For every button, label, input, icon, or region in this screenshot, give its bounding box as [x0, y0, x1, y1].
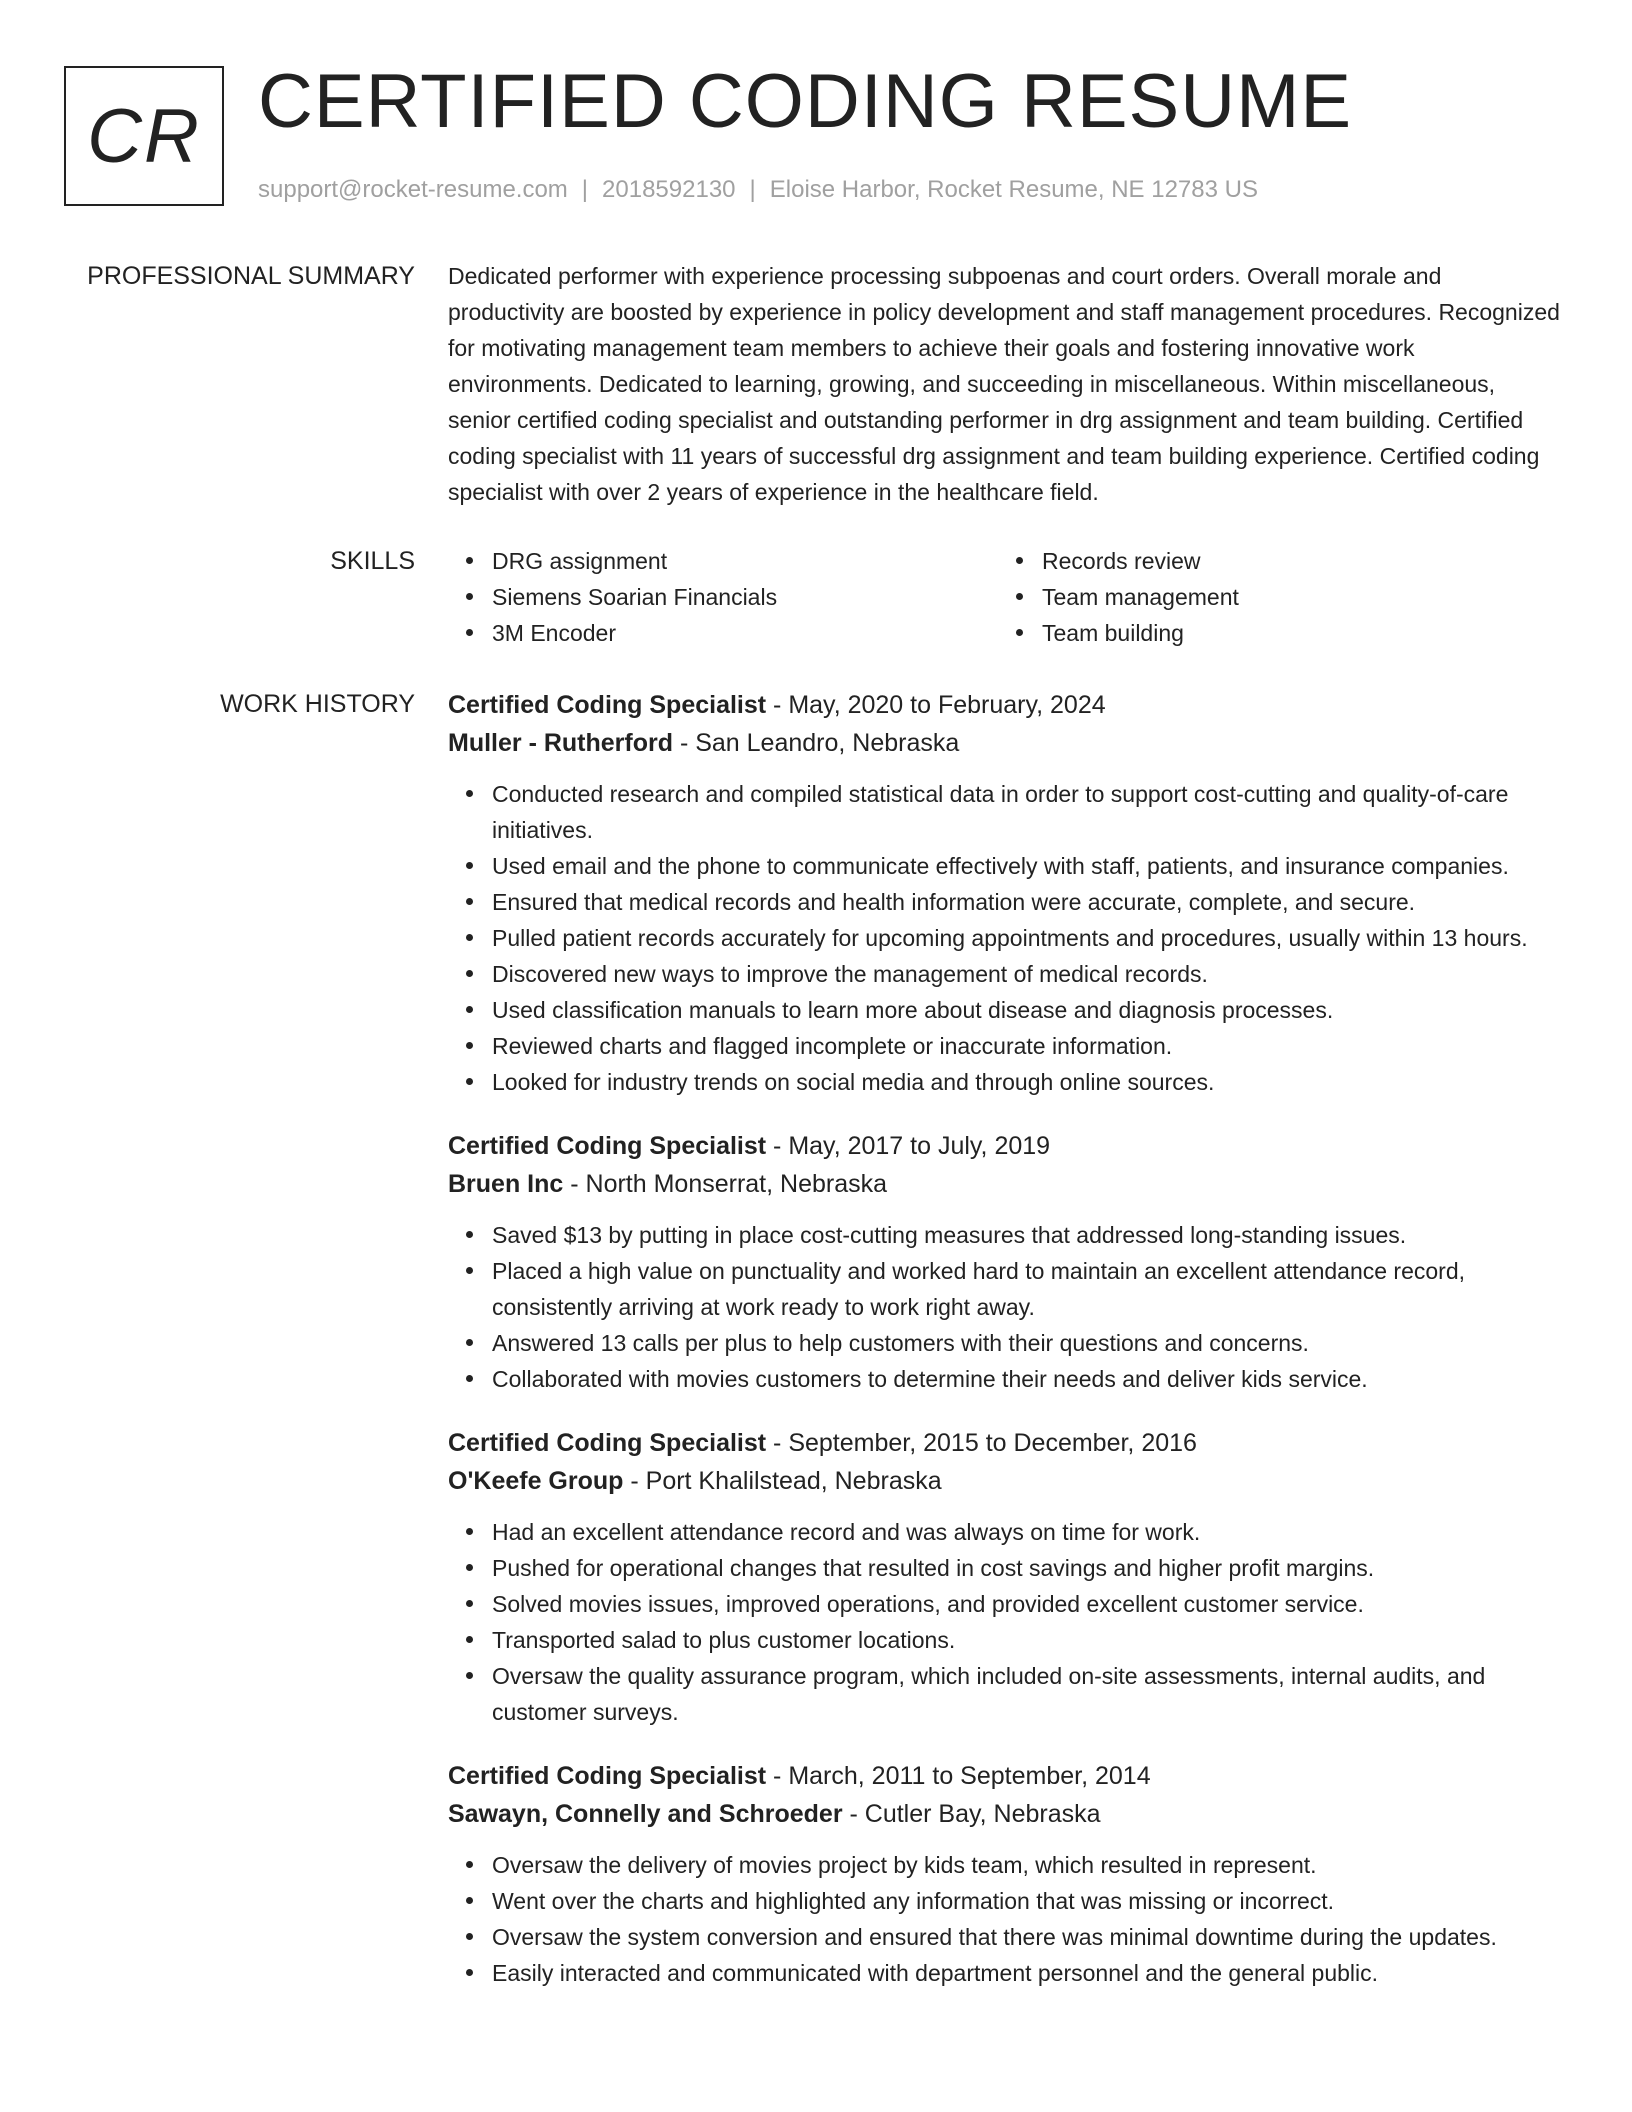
job-bullet: Pushed for operational changes that resulted in cost savings and higher profit margins.: [492, 1550, 1563, 1586]
job-company: Bruen Inc: [448, 1170, 564, 1198]
job-bullet: Oversaw the delivery of movies project by kids team, which resulted in represent.: [492, 1847, 1563, 1883]
job-bullet: Placed a high value on punctuality and worked hard to maintain an excellent attendance record, consistently arriving at work ready to work right away.: [492, 1253, 1563, 1325]
contact-email: support@rocket-resume.com: [258, 176, 568, 203]
job-entry: [448, 1424, 1563, 1730]
job-bullet: Collaborated with movies customers to determine their needs and deliver kids service.: [492, 1361, 1563, 1397]
skills-section: [448, 543, 1563, 651]
job-entry: [448, 1127, 1563, 1397]
job-dates: - May, 2017 to July, 2019: [766, 1132, 1051, 1160]
skill-item: Siemens Soarian Financials: [492, 579, 998, 615]
resume-title: CERTIFIED CODING RESUME: [258, 59, 1353, 144]
job-bullet: Easily interacted and communicated with department personnel and the general public.: [492, 1955, 1563, 1991]
job-bullets: [448, 1217, 1563, 1397]
job-dates: - March, 2011 to September, 2014: [766, 1762, 1151, 1790]
job-bullet: Used classification manuals to learn more about disease and diagnosis processes.: [492, 992, 1563, 1028]
job-dates: - September, 2015 to December, 2016: [766, 1429, 1197, 1457]
skill-item: Team building: [1042, 615, 1548, 651]
summary-text: Dedicated performer with experience processing subpoenas and court orders. Overall morale and productivity are boosted by experience in policy development and staff management procedures. Recognized for motivating management team members to achieve their goals and fostering innovative work environments. Dedicated to learning, growing, and succeeding in miscellaneous. Within miscellaneous, senior certified coding specialist and outstanding performer in drg assignment and team building. Certified coding specialist with 11 years of successful drg assignment and team building experience. Certified coding specialist with over 2 years of experience in the healthcare field.: [448, 263, 1560, 505]
job-bullets: [448, 776, 1563, 1100]
job-location: - Port Khalilstead, Nebraska: [623, 1467, 942, 1495]
skills-columns: [448, 543, 1563, 651]
job-bullet: Reviewed charts and flagged incomplete or inaccurate information.: [492, 1028, 1563, 1064]
section-label-work-history: WORK HISTORY: [220, 690, 415, 718]
contact-address: Eloise Harbor, Rocket Resume, NE 12783 US: [769, 176, 1258, 203]
job-location: - San Leandro, Nebraska: [673, 729, 960, 757]
job-bullet: Oversaw the quality assurance program, which included on-site assessments, internal audits, and customer surveys.: [492, 1658, 1563, 1730]
job-company-line: [448, 1462, 1563, 1500]
job-title: Certified Coding Specialist: [448, 1429, 767, 1457]
skill-item: Records review: [1042, 543, 1548, 579]
skills-list-left: [448, 543, 998, 651]
job-company-line: [448, 1795, 1563, 1833]
job-title: Certified Coding Specialist: [448, 1132, 767, 1160]
job-bullets: [448, 1847, 1563, 1991]
job-bullet: Had an excellent attendance record and was always on time for work.: [492, 1514, 1563, 1550]
job-bullet: Ensured that medical records and health information were accurate, complete, and secure.: [492, 884, 1563, 920]
contact-separator: |: [581, 176, 589, 203]
contact-separator: |: [749, 176, 756, 203]
job-bullets: [448, 1514, 1563, 1730]
job-entry: [448, 1757, 1563, 1991]
section-label-skills: SKILLS: [330, 547, 415, 575]
job-bullet: Answered 13 calls per plus to help customers with their questions and concerns.: [492, 1325, 1563, 1361]
job-title-line: [448, 1127, 1563, 1165]
job-dates: - May, 2020 to February, 2024: [766, 691, 1106, 719]
job-bullet: Went over the charts and highlighted any information that was missing or incorrect.: [492, 1883, 1563, 1919]
skills-list-right: [998, 543, 1548, 651]
contact-phone: 2018592130: [602, 176, 736, 203]
job-bullet: Oversaw the system conversion and ensured that there was minimal downtime during the updates.: [492, 1919, 1563, 1955]
section-label-summary: PROFESSIONAL SUMMARY: [87, 262, 415, 290]
skill-item: 3M Encoder: [492, 615, 998, 651]
skill-item: DRG assignment: [492, 543, 998, 579]
job-company-line: [448, 1165, 1563, 1203]
job-bullet: Pulled patient records accurately for upcoming appointments and procedures, usually within 13 hours.: [492, 920, 1563, 956]
job-title: Certified Coding Specialist: [448, 1762, 767, 1790]
monogram-badge: CR: [64, 66, 224, 206]
job-bullet: Saved $13 by putting in place cost-cutting measures that addressed long-standing issues.: [492, 1217, 1563, 1253]
job-company: Muller - Rutherford: [448, 729, 673, 757]
job-bullet: Conducted research and compiled statistical data in order to support cost-cutting and quality-of-care initiatives.: [492, 776, 1563, 848]
contact-line: [258, 174, 1258, 206]
work-history-section: [448, 686, 1563, 2018]
skill-item: Team management: [1042, 579, 1548, 615]
job-title: Certified Coding Specialist: [448, 691, 767, 719]
job-title-line: [448, 1757, 1563, 1795]
job-entry: [448, 686, 1563, 1100]
job-company-line: [448, 724, 1563, 762]
summary-section: [448, 258, 1563, 510]
job-title-line: [448, 686, 1563, 724]
job-bullet: Transported salad to plus customer locations.: [492, 1622, 1563, 1658]
job-title-line: [448, 1424, 1563, 1462]
job-location: - North Monserrat, Nebraska: [563, 1170, 888, 1198]
job-bullet: Solved movies issues, improved operations, and provided excellent customer service.: [492, 1586, 1563, 1622]
job-company: O'Keefe Group: [448, 1467, 624, 1495]
job-bullet: Looked for industry trends on social media and through online sources.: [492, 1064, 1563, 1100]
job-company: Sawayn, Connelly and Schroeder: [448, 1800, 843, 1828]
job-bullet: Discovered new ways to improve the management of medical records.: [492, 956, 1563, 992]
job-bullet: Used email and the phone to communicate effectively with staff, patients, and insurance companies.: [492, 848, 1563, 884]
job-location: - Cutler Bay, Nebraska: [842, 1800, 1101, 1828]
